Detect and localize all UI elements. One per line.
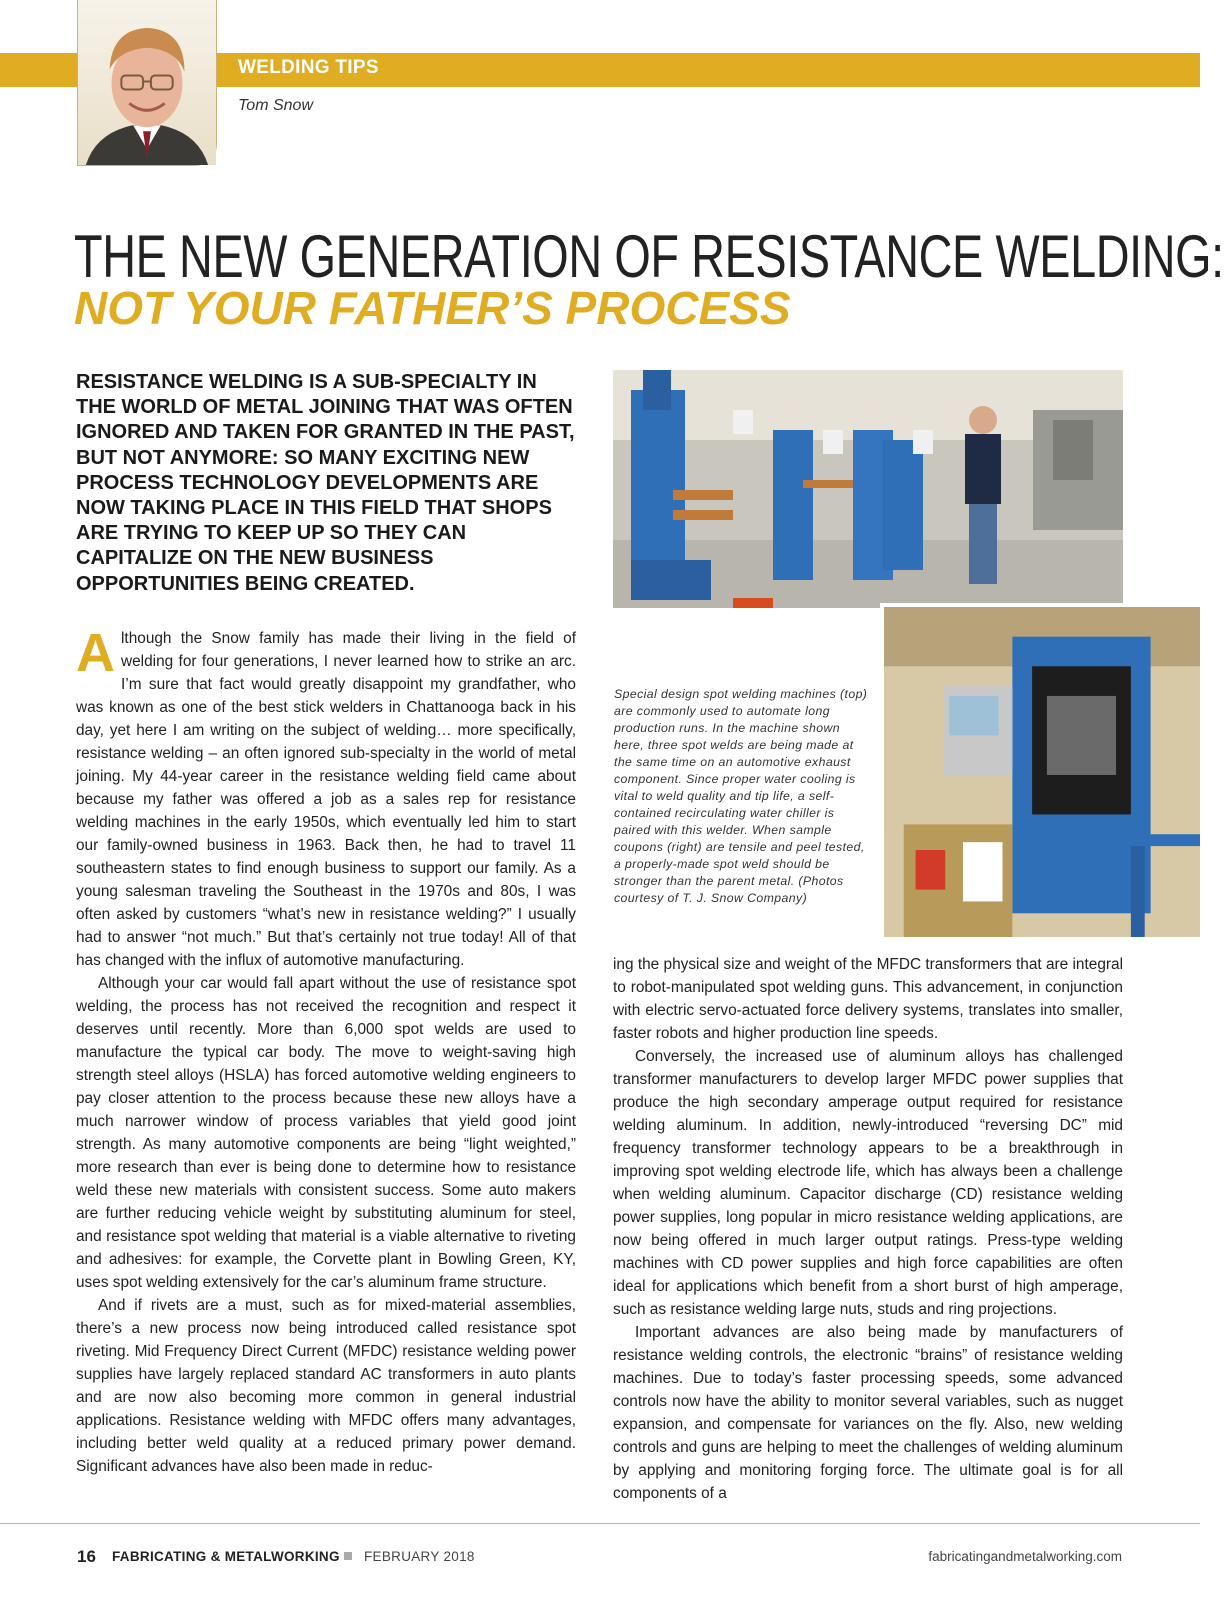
paragraph-1-text: lthough the Snow family has made their living in the field of welding for four generations, I never learned how to strike an arc. I’m sure that fact would greatly disappoint my grandfather, who was known as one of the best stick welders in Chattanooga back in his day, yet here I am writing on the subject of welding… more specifically, resistance welding – an often ignored sub-specialty in the world of metal joining. My 44-year career in the resistance welding field came about because my father was offered a job as a sales rep for resistance welding machines in the early 1950s, which eventually led him to start our family-owned business in 1963. Back then, he had to travel 11 southeastern states to find enough business to support our family. As a young salesman traveling the Southeast in the 1970s and 80s, I was often asked by customers “what’s new in resistance welding?” I usually had to answer “not much.” But that’s certainly not true today! All of that has changed with the influx of automotive manufacturing. — [76, 630, 576, 969]
page-number: 16 — [77, 1547, 96, 1566]
headline: THE NEW GENERATION OF RESISTANCE WELDING: — [74, 223, 1224, 290]
issue-date: FEBRUARY 2018 — [364, 1549, 475, 1564]
section-label: WELDING TIPS — [238, 57, 379, 78]
paragraph-2: Although your car would fall apart without the use of resistance spot welding, the process has not received the recognition and respect it deserves until recently. More than 6,000 spot welds are used to manufacture the typical car body. The move to weight-saving high strength steel alloys (HSLA) has forced automotive welding engineers to pay closer attention to the process because these new alloys have a much narrower window of process variables that yield good joint strength. As many automotive components are being “light weighted,” more research than ever is being done to determine how to resistance weld these new materials with consistent success. Some auto makers are further reducing vehicle weight by substituting aluminum for steel, and resistance spot welding that material is a viable alternative to riveting and adhesives: for example, the Corvette plant in Bowling Green, KY, uses spot welding extensively for the car’s aluminum frame structure. — [76, 975, 576, 1291]
footer-separator — [344, 1552, 352, 1560]
photo-caption: Special design spot welding machines (top) are commonly used to automate long production runs. In the machine shown here, three spot welds are being made at the same time on an automotive exhaust component. Since proper water cooling is vital to weld quality and tip life, a self-contained recirculating water chiller is paired with this welder. When sample coupons (right) are tensile and peel tested, a properly-made spot weld should be stronger than the parent metal. (Photos courtesy of T. J. Snow Company) — [614, 687, 868, 905]
paragraph-3: And if rivets are a must, such as for mixed-material assemblies, there’s a new process now being introduced called resistance spot riveting. Mid Frequency Direct Current (MFDC) resistance welding power supplies have largely replaced standard AC transformers in auto plants and are now also becoming more common in general industrial applications. Resistance welding with MFDC offers many advantages, including better weld quality at a reduced primary power demand. Significant advances have also been made in reduc- — [76, 1297, 576, 1475]
welding-machines-image — [613, 370, 1123, 608]
author-name: Tom Snow — [238, 97, 313, 114]
photo-spot-welding-machines — [613, 370, 1123, 608]
paragraph-1 — [76, 623, 576, 972]
drop-cap: A — [76, 623, 115, 683]
paragraph-4: ing the physical size and weight of the MFDC transformers that are integral to robot-manipulated spot welding guns. This advancement, in conjunction with electric servo-actuated force delivery systems, translates into smaller, faster robots and higher production line speeds. — [613, 956, 1123, 1042]
article-column-left — [76, 623, 576, 1485]
publication-name: FABRICATING & METALWORKING — [112, 1549, 340, 1564]
article-column-right — [613, 953, 1123, 1502]
author-photo — [77, 0, 217, 166]
footer-rule — [0, 1523, 1200, 1524]
article-deck: RESISTANCE WELDING IS A SUB-SPECIALTY IN THE WORLD OF METAL JOINING THAT WAS OFTEN IGNORED AND TAKEN FOR GRANTED IN THE PAST, BUT NOT ANYMORE: SO MANY EXCITING NEW PROCESS TECHNOLOGY DEVELOPMENTS ARE NOW TAKING PLACE IN THIS FIELD THAT SHOPS ARE TRYING TO KEEP UP SO THEY CAN CAPITALIZE ON THE NEW BUSINESS OPPORTUNITIES BEING CREATED. — [76, 371, 575, 595]
welder-chiller-image — [884, 607, 1200, 937]
author-portrait-image — [78, 0, 216, 165]
photo-welder-with-chiller — [880, 603, 1200, 937]
paragraph-6: Important advances are also being made by manufacturers of resistance welding controls, the electronic “brains” of resistance welding machines. Due to today’s faster processing speeds, some advanced controls now have the ability to monitor several variables, such as nugget expansion, and compensate for variances on the fly. Also, new welding controls and guns are helping to meet the challenges of welding aluminum by applying and monitoring forging force. The ultimate goal is for all components of a — [613, 1324, 1123, 1502]
website-url: fabricatingandmetalworking.com — [928, 1549, 1122, 1564]
subheadline: NOT YOUR FATHER’S PROCESS — [74, 282, 791, 334]
paragraph-5: Conversely, the increased use of aluminum alloys has challenged transformer manufacturers to develop larger MFDC power supplies that produce the high secondary amperage output required for resistance welding aluminum. In addition, newly-introduced “reversing DC” mid frequency transformer technology appears to be a breakthrough in improving spot welding electrode life, which has always been a challenge when welding aluminum. Capacitor discharge (CD) resistance welding power supplies, long popular in micro resistance welding applications, are now being offered in much larger output ratings. Press-type welding machines with CD power supplies and high force capabilities are often ideal for applications which benefit from a short burst of high amperage, such as resistance welding large nuts, studs and ring projections. — [613, 1048, 1123, 1318]
